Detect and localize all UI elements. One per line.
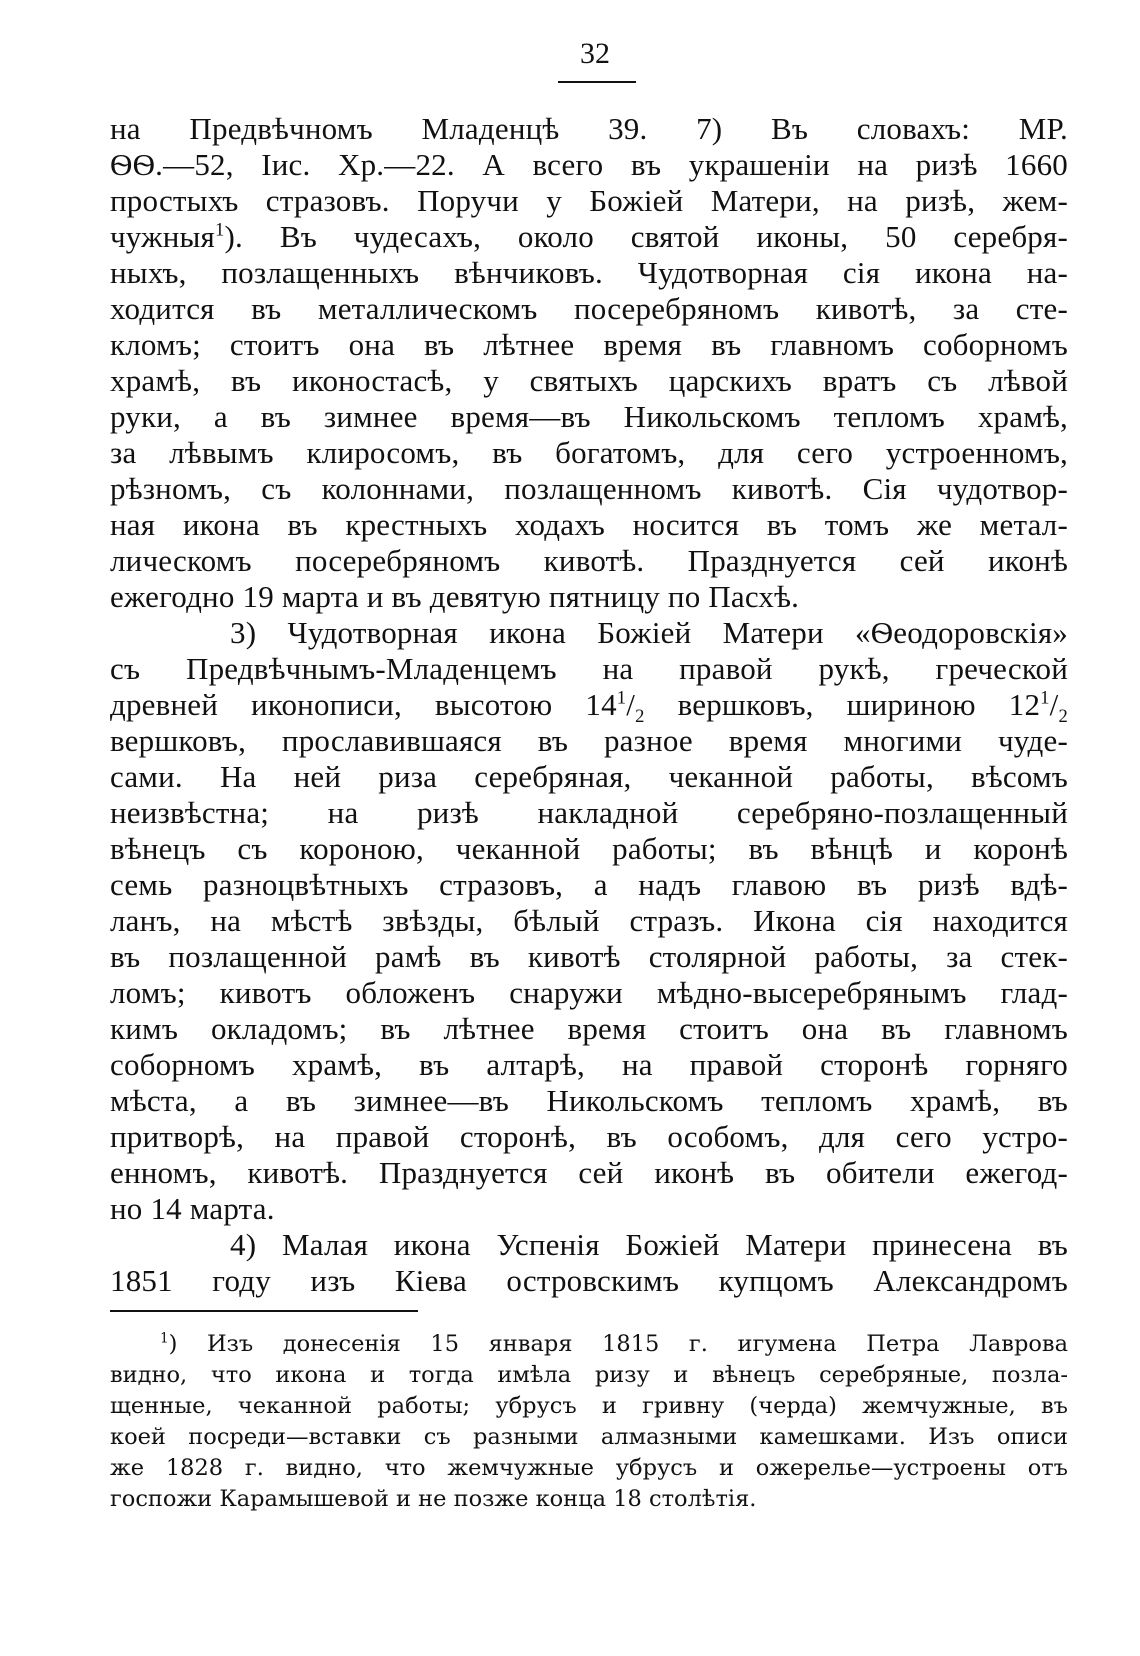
footnote-line-5: же 1828 г. видно, что жемчужные убрусъ и ожерелье—устроены отъ bbox=[110, 1455, 1068, 1481]
body-line-11: рѣзномъ, съ колоннами, позлащенномъ кивотѣ. Сія чудотвор- bbox=[110, 471, 1068, 506]
fraction-denominator-2: 2 bbox=[1058, 706, 1068, 728]
body-line-26: кимъ окладомъ; въ лѣтнее время стоитъ она въ главномъ bbox=[110, 1011, 1068, 1046]
fraction-numerator-2: 1 bbox=[1040, 687, 1050, 709]
page-number: 32 bbox=[580, 37, 610, 70]
footnote-line-6: госпожи Карамышевой и не позже конца 18 столѣтія. bbox=[110, 1486, 757, 1512]
body-line-20: неизвѣстна; на ризѣ накладной серебряно-позлащенный bbox=[110, 795, 1068, 830]
body-line-7: кломъ; стоитъ она въ лѣтнее время въ главномъ соборномъ bbox=[110, 327, 1068, 362]
body-line-27: соборномъ храмѣ, въ алтарѣ, на правой сторонѣ горняго bbox=[110, 1047, 1068, 1082]
fraction-denominator-1: 2 bbox=[635, 706, 645, 728]
body-line-8: храмѣ, въ иконостасѣ, у святыхъ царскихъ вратъ съ лѣвой bbox=[110, 363, 1068, 398]
body-line-17-start: древней иконописи, высотою 14 bbox=[110, 687, 617, 722]
page-number-underline bbox=[558, 81, 636, 83]
body-line-10: за лѣвымъ клиросомъ, въ богатомъ, для сего устроенномъ, bbox=[110, 435, 1068, 470]
footnote-line-4: коей посреди—вставки съ разными алмазными камешками. Изъ описи bbox=[110, 1424, 1068, 1450]
body-line-33: 1851 году изъ Кіева островскимъ купцомъ Александромъ bbox=[110, 1263, 1068, 1298]
body-line-1: на Предвѣчномъ Младенцѣ 39. 7) Въ словахъ: МР. bbox=[110, 111, 1068, 146]
body-line-28: мѣста, а въ зимнее—въ Никольскомъ тепломъ храмѣ, въ bbox=[110, 1083, 1068, 1118]
body-line-31: но 14 марта. bbox=[110, 1191, 275, 1226]
body-line-4-start: чужныя bbox=[110, 219, 215, 254]
body-line-5: ныхъ, позлащенныхъ вѣнчиковъ. Чудотворная сія икона на- bbox=[110, 255, 1068, 290]
body-line-15: 3) Чудотворная икона Божіей Матери «Ѳеодоровскія» bbox=[230, 615, 1068, 650]
body-line-6: ходится въ металлическомъ посеребряномъ кивотѣ, за сте- bbox=[110, 291, 1068, 326]
body-line-4-end: ). Въ чудесахъ, около святой иконы, 50 серебря- bbox=[224, 219, 1068, 254]
body-line-19: сами. На ней риза серебряная, чеканной работы, вѣсомъ bbox=[110, 759, 1068, 794]
body-line-9: руки, а въ зимнее время—въ Никольскомъ тепломъ храмѣ, bbox=[110, 399, 1068, 434]
body-line-23: ланъ, на мѣстѣ звѣзды, бѣлый стразъ. Икона сія находится bbox=[110, 903, 1068, 938]
body-line-4 bbox=[110, 218, 1068, 255]
body-line-29: притворѣ, на правой сторонѣ, въ особомъ, для сего устро- bbox=[110, 1119, 1068, 1154]
body-line-21: вѣнецъ съ короною, чеканной работы; въ вѣнцѣ и коронѣ bbox=[110, 831, 1068, 866]
body-line-16: съ Предвѣчнымъ-Младенцемъ на правой рукѣ, греческой bbox=[110, 651, 1068, 686]
body-line-2: ѲѲ.—52, Іис. Хр.—22. А всего въ украшеніи на ризѣ 1660 bbox=[110, 147, 1068, 182]
footnote-number: 1 bbox=[160, 1330, 169, 1347]
footnote-separator bbox=[110, 1310, 418, 1312]
body-line-13: лическомъ посеребряномъ кивотѣ. Празднуется сей иконѣ bbox=[110, 543, 1068, 578]
body-line-12: ная икона въ крестныхъ ходахъ носится въ томъ же метал- bbox=[110, 507, 1068, 542]
body-line-30: енномъ, кивотѣ. Празднуется сей иконѣ въ обители ежегод- bbox=[110, 1155, 1068, 1190]
body-line-25: ломъ; кивотъ обложенъ снаружи мѣдно-высеребрянымъ глад- bbox=[110, 975, 1068, 1010]
body-line-14: ежегодно 19 марта и въ девятую пятницу по Пасхѣ. bbox=[110, 579, 800, 614]
fraction-numerator-1: 1 bbox=[616, 687, 627, 709]
footnote-line-3: щенные, чеканной работы; убрусъ и гривну (черда) жемчужные, въ bbox=[110, 1393, 1068, 1419]
body-line-3: простыхъ стразовъ. Поручи у Божіей Матери, на ризѣ, жем- bbox=[110, 183, 1068, 218]
body-line-18: вершковъ, прославившаяся въ разное время многими чуде- bbox=[110, 723, 1068, 758]
footnote-line-1 bbox=[160, 1330, 1068, 1358]
body-line-17-mid: вершковъ, шириною 12 bbox=[644, 687, 1041, 722]
body-line-17: древней иконописи, высотою $14^1/_2$ вершковъ, шириною $12^1/_2$ bbox=[110, 687, 1068, 728]
footnote-line-2: видно, что икона и тогда имѣла ризу и вѣнецъ серебряные, позла- bbox=[110, 1362, 1068, 1388]
body-line-32: 4) Малая икона Успенія Божіей Матери принесена въ bbox=[230, 1227, 1068, 1262]
footnote-marker: 1 bbox=[214, 219, 225, 241]
body-line-22: семь разноцвѣтныхъ стразовъ, а надъ главою въ ризѣ вдѣ- bbox=[110, 867, 1068, 902]
footnote-line-1-text: ) Изъ донесенія 15 января 1815 г. игумена Петра Лаврова bbox=[168, 1331, 1068, 1357]
body-line-24: въ позлащенной рамѣ въ кивотѣ столярной работы, за стек- bbox=[110, 939, 1068, 974]
